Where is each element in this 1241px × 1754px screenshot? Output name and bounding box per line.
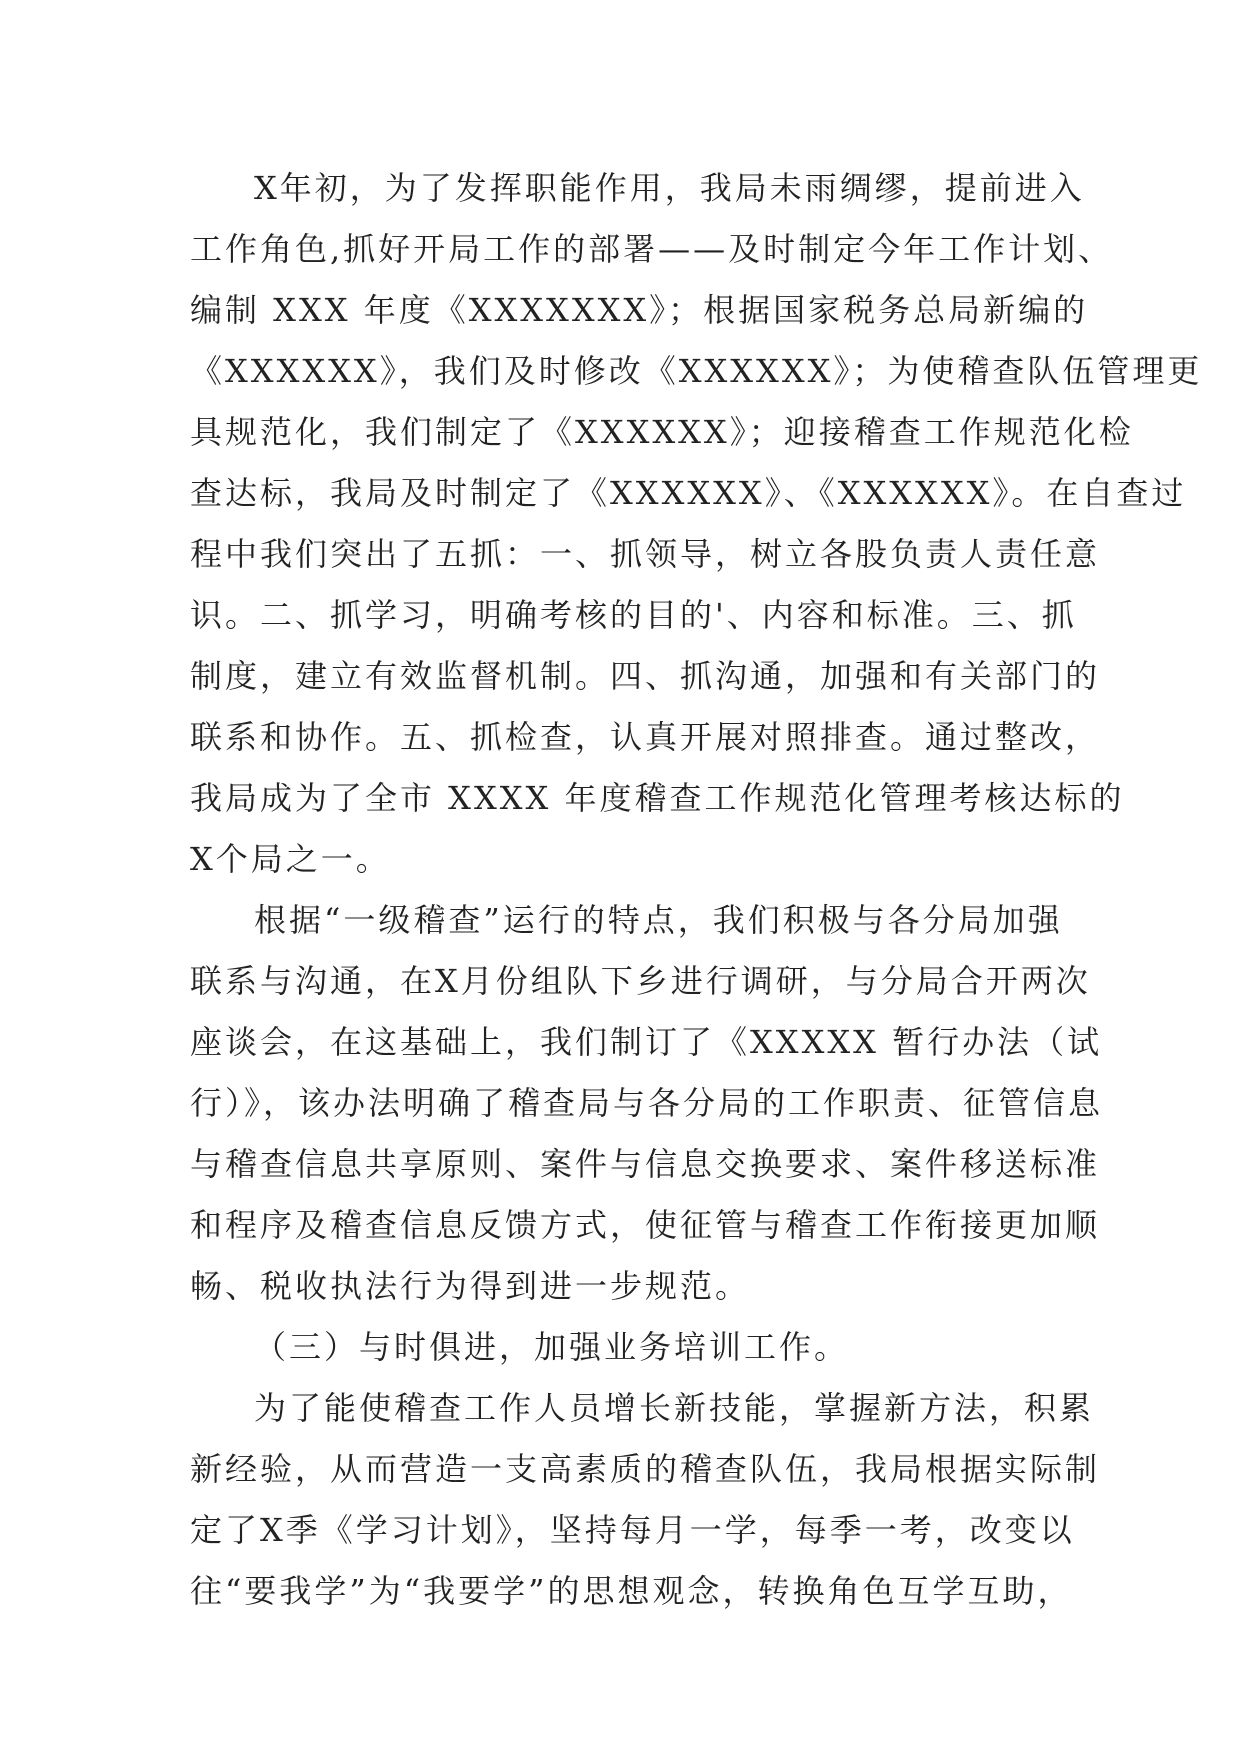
text-line: 制度，建立有效监督机制。四、抓沟通，加强和有关部门的 xyxy=(190,657,1101,695)
text-line: 根据“一级稽查”运行的特点，我们积极与各分局加强 xyxy=(254,901,1063,939)
body-text xyxy=(190,158,1203,1622)
text-line: 具规范化，我们制定了《XXXXXX》；迎接稽查工作规范化检 xyxy=(190,413,1134,451)
text-line: 与稽查信息共享原则、案件与信息交换要求、案件移送标准 xyxy=(190,1145,1101,1183)
text-line: 往“要我学”为“我要学”的思想观念，转换角色互学互助， xyxy=(190,1572,1073,1610)
text-line: 为了能使稽查工作人员增长新技能，掌握新方法，积累 xyxy=(254,1389,1095,1427)
text-line: 联系与沟通，在X月份组队下乡进行调研，与分局合开两次 xyxy=(190,962,1091,1000)
text-line: 《XXXXXX》，我们及时修改《XXXXXX》；为使稽查队伍管理更 xyxy=(190,352,1203,390)
section-heading: （三）与时俱进，加强业务培训工作。 xyxy=(254,1328,850,1366)
text-line: 座谈会，在这基础上，我们制订了《XXXXX 暂行办法（试 xyxy=(190,1023,1103,1061)
text-line: 查达标，我局及时制定了《XXXXXX》、《XXXXXX》。在自查过 xyxy=(190,474,1187,512)
text-line: 识。二、抓学习，明确考核的目的'、内容和标准。三、抓 xyxy=(190,596,1077,634)
text-line: 程中我们突出了五抓：一、抓领导，树立各股负责人责任意 xyxy=(190,535,1101,573)
text-line: 定了X季《学习计划》，坚持每月一学，每季一考，改变以 xyxy=(190,1511,1075,1549)
text-line: X年初，为了发挥职能作用，我局未雨绸缪，提前进入 xyxy=(254,169,1085,207)
text-line: 联系和协作。五、抓检查，认真开展对照排查。通过整改， xyxy=(190,718,1101,756)
text-line: 工作角色,抓好开局工作的部署——及时制定今年工作计划、 xyxy=(190,230,1114,268)
text-line: 和程序及稽查信息反馈方式，使征管与稽查工作衔接更加顺 xyxy=(190,1206,1101,1244)
text-line: X个局之一。 xyxy=(190,840,391,878)
text-line: 编制 XXX 年度《XXXXXXX》；根据国家税务总局新编的 xyxy=(190,291,1089,329)
text-line: 新经验，从而营造一支高素质的稽查队伍，我局根据实际制 xyxy=(190,1450,1101,1488)
text-line: 我局成为了全市 XXXX 年度稽查工作规范化管理考核达标的 xyxy=(190,779,1125,817)
text-line: 畅、税收执法行为得到进一步规范。 xyxy=(190,1267,751,1305)
text-line: 行）》，该办法明确了稽查局与各分局的工作职责、征管信息 xyxy=(190,1084,1104,1122)
